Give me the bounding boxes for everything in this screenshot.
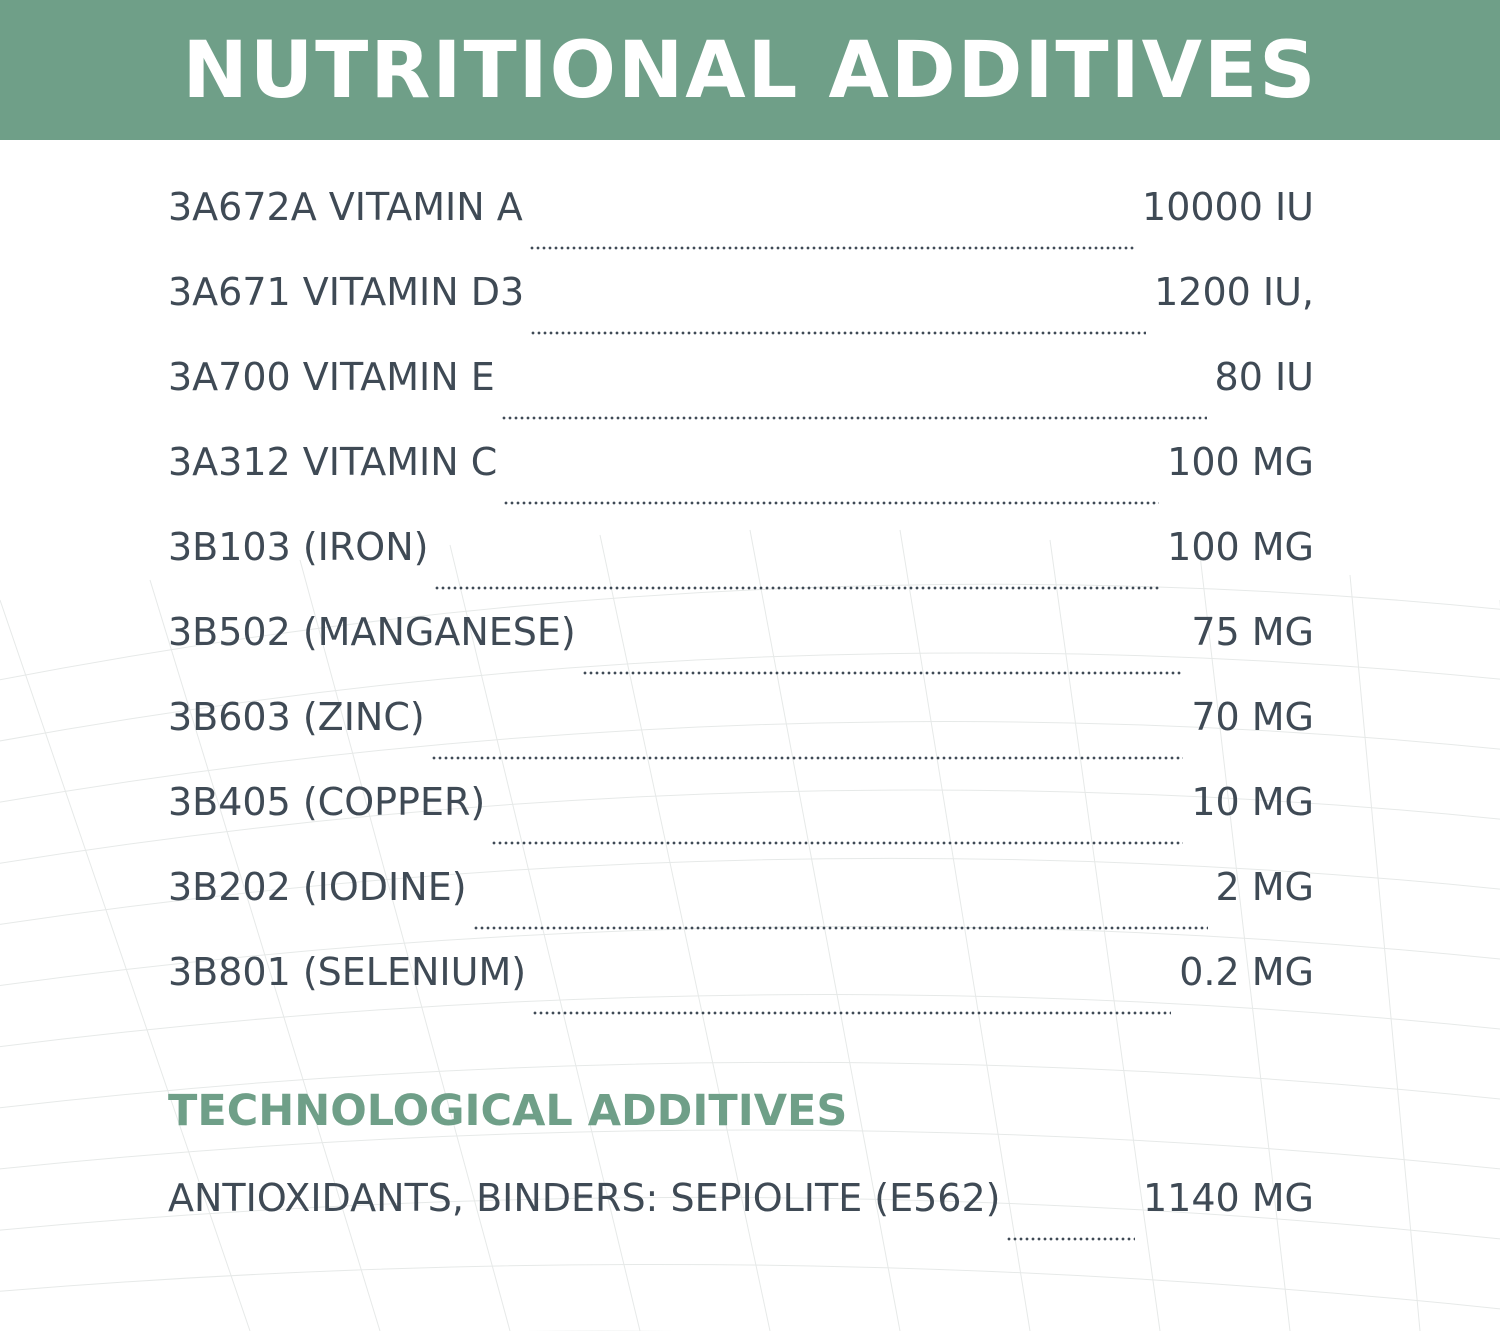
additive-amount: 1200 IU, [1154, 270, 1314, 314]
additive-amount: 70 MG [1191, 695, 1314, 739]
list-item [168, 352, 1314, 437]
list-item [168, 947, 1314, 1032]
dot-leader [532, 1011, 1171, 1015]
list-item [168, 777, 1314, 862]
list-item [168, 522, 1314, 607]
additive-name: 3A312 VITAMIN C [168, 440, 498, 484]
dot-leader [503, 501, 1159, 505]
additive-name: 3B103 (IRON) [168, 525, 429, 569]
dot-leader [1006, 1237, 1134, 1241]
page-title: NUTRITIONAL ADDITIVES [182, 26, 1318, 116]
dot-leader [473, 926, 1208, 930]
additive-name: 3A671 VITAMIN D3 [168, 270, 525, 314]
additive-name: 3A700 VITAMIN E [168, 355, 495, 399]
header-banner [0, 0, 1500, 140]
technological-additives-list [168, 1173, 1314, 1258]
additive-amount: 10 MG [1191, 780, 1314, 824]
dot-leader [529, 246, 1134, 250]
additive-name: 3A672A VITAMIN A [168, 185, 523, 229]
additive-amount: 100 MG [1167, 440, 1314, 484]
dot-leader [491, 841, 1183, 845]
additive-amount: 75 MG [1191, 610, 1314, 654]
dot-leader [501, 416, 1207, 420]
list-item [168, 862, 1314, 947]
technological-additives-heading: TECHNOLOGICAL ADDITIVES [168, 1086, 848, 1136]
additive-name: 3B502 (MANGANESE) [168, 610, 576, 654]
additive-name: 3B603 (ZINC) [168, 695, 425, 739]
list-item [168, 607, 1314, 692]
additive-amount: 1140 MG [1142, 1176, 1314, 1220]
additive-amount: 2 MG [1215, 865, 1314, 909]
additive-name: 3B405 (COPPER) [168, 780, 486, 824]
list-item [168, 1173, 1314, 1258]
list-item [168, 267, 1314, 352]
list-item [168, 182, 1314, 267]
list-item [168, 692, 1314, 777]
additive-amount: 80 IU [1214, 355, 1314, 399]
additive-name: 3B801 (SELENIUM) [168, 950, 527, 994]
list-item [168, 437, 1314, 522]
additive-name: 3B202 (IODINE) [168, 865, 467, 909]
dot-leader [434, 586, 1159, 590]
dot-leader [582, 671, 1184, 675]
additive-amount: 10000 IU [1142, 185, 1314, 229]
dot-leader [530, 331, 1146, 335]
nutritional-additives-list [168, 182, 1314, 1032]
additive-amount: 100 MG [1167, 525, 1314, 569]
additive-amount: 0.2 MG [1179, 950, 1314, 994]
additive-name: ANTIOXIDANTS, BINDERS: SEPIOLITE (E562) [168, 1176, 1001, 1220]
dot-leader [431, 756, 1184, 760]
